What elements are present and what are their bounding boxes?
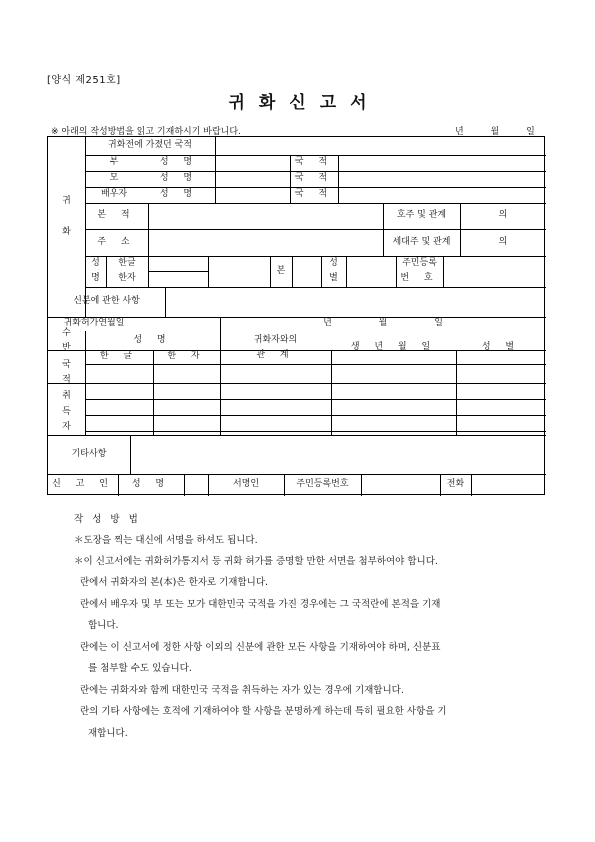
rrn-label-top: 주민등록 bbox=[402, 257, 437, 268]
rrn-label-bottom: 번 호 bbox=[400, 273, 439, 284]
relation-label-top: 귀화자와의 bbox=[253, 334, 298, 345]
mother-name-label: 성 명 bbox=[159, 173, 199, 184]
sex-label-bottom: 별 bbox=[329, 273, 338, 284]
permission-date-value: 년 월 일 bbox=[323, 318, 443, 329]
instructions-heading: 작 성 방 법 bbox=[74, 514, 141, 525]
household-head-relation-label: 호주 및 관계 bbox=[396, 210, 447, 221]
instruction-item: 란에서 귀화자의 본(本)은 한자로 기재합니다. bbox=[80, 577, 269, 588]
identity-matters-label: 신분에 관한 사항 bbox=[73, 296, 140, 307]
spouse-name-label: 성 명 bbox=[159, 189, 199, 200]
report-date-label: 년 월 일 bbox=[455, 127, 535, 137]
accompanying-side-label-6: 득 bbox=[62, 407, 71, 418]
instruction-item: 재합니다. bbox=[88, 728, 128, 739]
mother-nationality-label: 국 적 bbox=[294, 173, 334, 184]
reporter-name-label: 성 명 bbox=[131, 479, 171, 490]
reporter-rrn-label: 주민등록번호 bbox=[296, 479, 349, 490]
accompanying-side-label-3: 국 bbox=[62, 360, 71, 371]
father-label: 부 bbox=[109, 157, 119, 168]
naturalized-group-label-top: 귀 bbox=[62, 196, 71, 207]
reporter-label: 신 고 인 bbox=[52, 479, 114, 490]
relation-label-bottom: 관 계 bbox=[256, 349, 295, 360]
head-of-household-relation-label: 세대주 및 관계 bbox=[392, 236, 451, 247]
accompanying-name-label: 성 명 bbox=[133, 334, 172, 345]
page-title: 귀화신고서 bbox=[228, 93, 381, 113]
mother-label: 모 bbox=[109, 173, 119, 184]
instruction-item: 란에는 이 신고서에 정한 사항 이외의 신분에 관한 모든 사항을 기재하여야 하며, 신분표 bbox=[80, 642, 441, 653]
sex-label-top: 성 bbox=[329, 257, 338, 268]
instruction-item: ＊이 신고서에는 귀화허가통지서 등 귀화 허가를 증명할 만한 서면을 첨부하여야 합니다. bbox=[74, 556, 438, 567]
instruction-item: 란의 기타 사항에는 호적에 기재하여야 할 사항을 분명하게 하는데 특히 필요한 사항을 기 bbox=[80, 706, 447, 717]
registry-base-label: 본 적 bbox=[97, 210, 136, 221]
instruction-item: 를 첨부할 수도 있습니다. bbox=[88, 663, 192, 674]
report-form-table bbox=[47, 136, 545, 495]
hanja-label: 한자 bbox=[118, 273, 136, 284]
name-column-label-bottom: 명 bbox=[91, 273, 100, 284]
other-matters-label: 기타사항 bbox=[71, 448, 107, 459]
accompanying-side-label-5: 취 bbox=[62, 391, 71, 402]
spouse-label: 배우자 bbox=[100, 189, 128, 200]
naturalized-group-label-bottom: 화 bbox=[62, 227, 71, 238]
accompanying-sex-label: 성 별 bbox=[481, 341, 521, 352]
previous-nationality-label: 귀화전에 가졌던 국적 bbox=[108, 140, 192, 151]
instruction-item: ＊도장을 찍는 대신에 서명을 하셔도 됩니다. bbox=[74, 535, 258, 546]
instruction-item: 합니다. bbox=[88, 620, 119, 631]
spouse-nationality-label: 국 적 bbox=[294, 189, 334, 200]
accompanying-hanja-label: 한 자 bbox=[167, 351, 206, 362]
instruction-item: 란에서 배우자 및 부 또는 모가 대한민국 국적을 가진 경우에는 그 국적란에 본적을 기재 bbox=[80, 599, 441, 610]
address-label: 주 소 bbox=[97, 236, 136, 247]
instruction-item: 란에는 귀화자와 함께 대한민국 국적을 취득하는 자가 있는 경우에 기재합니다. bbox=[80, 685, 404, 696]
head-relation-suffix: 의 bbox=[498, 236, 508, 247]
accompanying-hangul-label: 한 글 bbox=[99, 351, 139, 362]
father-name-label: 성 명 bbox=[159, 157, 199, 168]
accompanying-side-label-1: 수 bbox=[62, 328, 71, 339]
accompanying-side-label-4: 적 bbox=[62, 375, 71, 386]
phone-label: 전화 bbox=[446, 479, 465, 490]
accompanying-side-label-2: 반 bbox=[62, 343, 71, 354]
name-column-label-top: 성 bbox=[91, 257, 100, 268]
hangul-label: 한글 bbox=[118, 257, 136, 268]
household-relation-suffix: 의 bbox=[498, 210, 508, 221]
permission-date-label: 귀화허가연월일 bbox=[63, 318, 125, 329]
father-nationality-label: 국 적 bbox=[294, 157, 334, 168]
instruction-notice: ※ 아래의 작성방법을 읽고 기재하시기 바랍니다. bbox=[51, 127, 241, 137]
accompanying-side-label-7: 자 bbox=[62, 422, 71, 433]
birth-date-label: 생 년 월 일 bbox=[350, 341, 437, 352]
signature-label: 서명인 bbox=[232, 479, 260, 490]
form-number-label: [양식 제251호] bbox=[47, 75, 121, 86]
bon-label: 본 bbox=[276, 265, 286, 276]
